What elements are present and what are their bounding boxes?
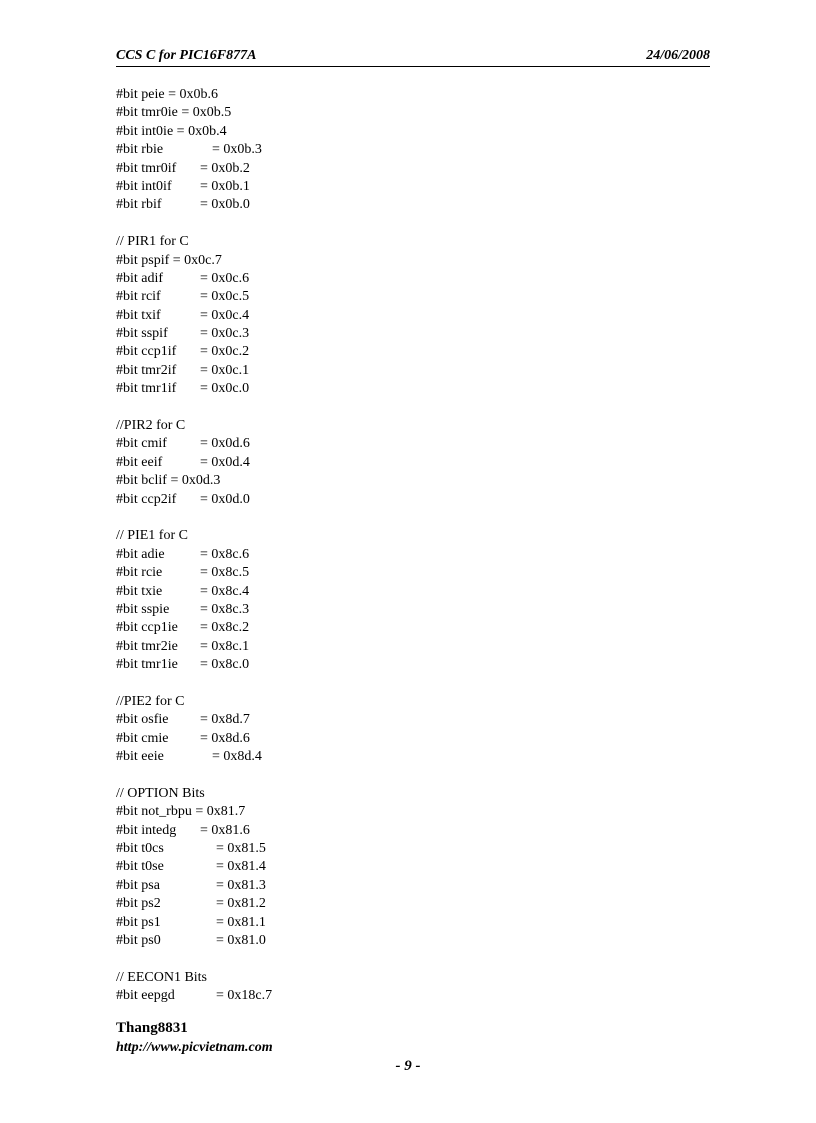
code-value: = 0x8d.6 <box>200 730 250 746</box>
code-key: #bit bclif <box>116 473 167 489</box>
code-value: = 0x8c.6 <box>200 546 250 562</box>
code-value: = 0x0c.0 <box>200 381 250 397</box>
footer-author: Thang8831 <box>116 1020 188 1036</box>
code-line <box>116 656 272 674</box>
code-value: = 0x0b.2 <box>200 160 250 176</box>
code-key: #bit not_rbpu <box>116 804 192 820</box>
code-value: = 0x8d.4 <box>212 749 262 765</box>
code-line <box>116 325 272 343</box>
code-line <box>116 583 272 601</box>
code-key: #bit tmr1ie <box>116 657 178 673</box>
code-line <box>116 877 272 895</box>
code-key: #bit ccp2if <box>116 491 177 507</box>
code-key: #bit ps1 <box>116 914 161 930</box>
code-listing <box>116 86 272 1006</box>
code-value: = 0x0d.0 <box>200 491 250 507</box>
code-key: #bit tmr2if <box>116 362 177 378</box>
code-line <box>116 196 272 214</box>
code-key: #bit ccp1ie <box>116 620 178 636</box>
code-line <box>116 711 272 729</box>
code-line <box>116 527 272 545</box>
code-line <box>116 362 272 380</box>
code-key: #bit ps0 <box>116 932 161 948</box>
code-value: = 0x0c.4 <box>200 307 250 323</box>
code-line <box>116 822 272 840</box>
code-line <box>116 123 272 141</box>
code-line <box>116 104 272 122</box>
code-line <box>116 454 272 472</box>
code-key: #bit cmie <box>116 730 169 746</box>
code-value: = 0x8c.5 <box>200 565 250 581</box>
code-key: // OPTION Bits <box>116 785 205 801</box>
code-value: = 0x81.3 <box>216 877 266 893</box>
code-value: = 0x81.5 <box>216 841 266 857</box>
code-line <box>116 730 272 748</box>
code-key: #bit eeif <box>116 454 163 470</box>
code-line <box>116 858 272 876</box>
code-value: = 0x0d.6 <box>200 436 250 452</box>
code-value: = 0x81.1 <box>216 914 266 930</box>
code-line <box>116 564 272 582</box>
code-line <box>116 491 272 509</box>
header-date: 24/06/2008 <box>646 48 710 63</box>
code-value: = 0x0c.1 <box>200 362 250 378</box>
code-value: = 0x8c.0 <box>200 657 250 673</box>
code-key: #bit psa <box>116 877 160 893</box>
page-header <box>116 48 710 67</box>
page-number: - 9 - <box>395 1058 421 1074</box>
code-value: = 0x0b.0 <box>200 197 250 213</box>
code-key: #bit rbie <box>116 142 164 158</box>
code-line <box>116 895 272 913</box>
code-value: = 0x81.7 <box>195 804 246 820</box>
code-value: = 0x81.2 <box>216 896 266 912</box>
code-line <box>116 417 272 435</box>
code-line <box>116 693 272 711</box>
blank-line <box>116 766 272 784</box>
code-key: #bit eepgd <box>116 988 175 1004</box>
code-value: = 0x0c.6 <box>200 270 250 286</box>
code-line <box>116 987 272 1005</box>
code-line <box>116 160 272 178</box>
code-key: #bit pspif <box>116 252 170 268</box>
code-key: #bit adie <box>116 546 165 562</box>
code-key: #bit osfie <box>116 712 169 728</box>
code-key: #bit eeie <box>116 749 164 765</box>
code-key: #bit int0ie <box>116 123 174 139</box>
code-line <box>116 270 272 288</box>
code-line <box>116 932 272 950</box>
code-value: = 0x0d.3 <box>170 473 221 489</box>
code-key: #bit tmr1if <box>116 381 177 397</box>
code-key: //PIR2 for C <box>116 418 186 434</box>
code-key: #bit sspie <box>116 601 170 617</box>
code-line <box>116 472 272 490</box>
code-value: = 0x0b.1 <box>200 178 250 194</box>
code-line <box>116 546 272 564</box>
code-key: #bit txif <box>116 307 161 323</box>
footer-url: http://www.picvietnam.com <box>116 1040 273 1055</box>
header-title: CCS C for PIC16F877A <box>116 48 257 63</box>
code-line <box>116 840 272 858</box>
code-key: #bit cmif <box>116 436 167 452</box>
code-key: #bit ps2 <box>116 896 161 912</box>
code-key: // PIE1 for C <box>116 528 188 544</box>
code-key: #bit t0cs <box>116 841 164 857</box>
code-line <box>116 86 272 104</box>
code-key: //PIE2 for C <box>116 693 185 709</box>
blank-line <box>116 509 272 527</box>
code-value: = 0x0c.7 <box>172 252 222 268</box>
code-key: // PIR1 for C <box>116 234 189 250</box>
code-line <box>116 307 272 325</box>
code-value: = 0x8c.3 <box>200 601 250 617</box>
code-value: = 0x0c.3 <box>200 326 250 342</box>
code-line <box>116 233 272 251</box>
code-line <box>116 969 272 987</box>
code-key: #bit txie <box>116 583 163 599</box>
code-line <box>116 748 272 766</box>
code-line <box>116 619 272 637</box>
code-line <box>116 288 272 306</box>
code-line <box>116 601 272 619</box>
code-key: #bit sspif <box>116 326 168 342</box>
code-key: #bit peie <box>116 87 165 102</box>
code-key: #bit tmr0if <box>116 160 177 176</box>
code-key: // EECON1 Bits <box>116 969 208 985</box>
code-line <box>116 638 272 656</box>
code-key: #bit rbif <box>116 197 162 213</box>
code-line <box>116 380 272 398</box>
code-key: #bit adif <box>116 270 164 286</box>
code-line <box>116 803 272 821</box>
code-value: = 0x8c.1 <box>200 638 250 654</box>
code-key: #bit rcif <box>116 289 161 305</box>
blank-line <box>116 950 272 968</box>
code-value: = 0x0b.6 <box>168 87 219 102</box>
code-key: #bit t0se <box>116 859 164 875</box>
code-value: = 0x81.4 <box>216 859 266 875</box>
code-value: = 0x8c.2 <box>200 620 250 636</box>
code-line <box>116 178 272 196</box>
code-value: = 0x0d.4 <box>200 454 250 470</box>
code-key: #bit intedg <box>116 822 177 838</box>
blank-line <box>116 675 272 693</box>
code-value: = 0x81.0 <box>216 932 266 948</box>
code-key: #bit int0if <box>116 178 172 194</box>
code-line <box>116 914 272 932</box>
code-value: = 0x0c.5 <box>200 289 250 305</box>
code-value: = 0x8d.7 <box>200 712 250 728</box>
code-key: #bit ccp1if <box>116 344 177 360</box>
blank-line <box>116 399 272 417</box>
code-value: = 0x18c.7 <box>216 988 273 1004</box>
code-key: #bit tmr2ie <box>116 638 178 654</box>
code-value: = 0x0b.4 <box>176 123 227 139</box>
code-line <box>116 252 272 270</box>
code-line <box>116 785 272 803</box>
code-key: #bit rcie <box>116 565 163 581</box>
code-value: = 0x81.6 <box>200 822 250 838</box>
code-line <box>116 343 272 361</box>
code-value: = 0x0b.3 <box>212 142 262 158</box>
code-value: = 0x0c.2 <box>200 344 250 360</box>
code-key: #bit tmr0ie <box>116 105 178 121</box>
code-line <box>116 141 272 159</box>
code-value: = 0x8c.4 <box>200 583 250 599</box>
blank-line <box>116 215 272 233</box>
code-value: = 0x0b.5 <box>181 105 232 121</box>
code-line <box>116 435 272 453</box>
